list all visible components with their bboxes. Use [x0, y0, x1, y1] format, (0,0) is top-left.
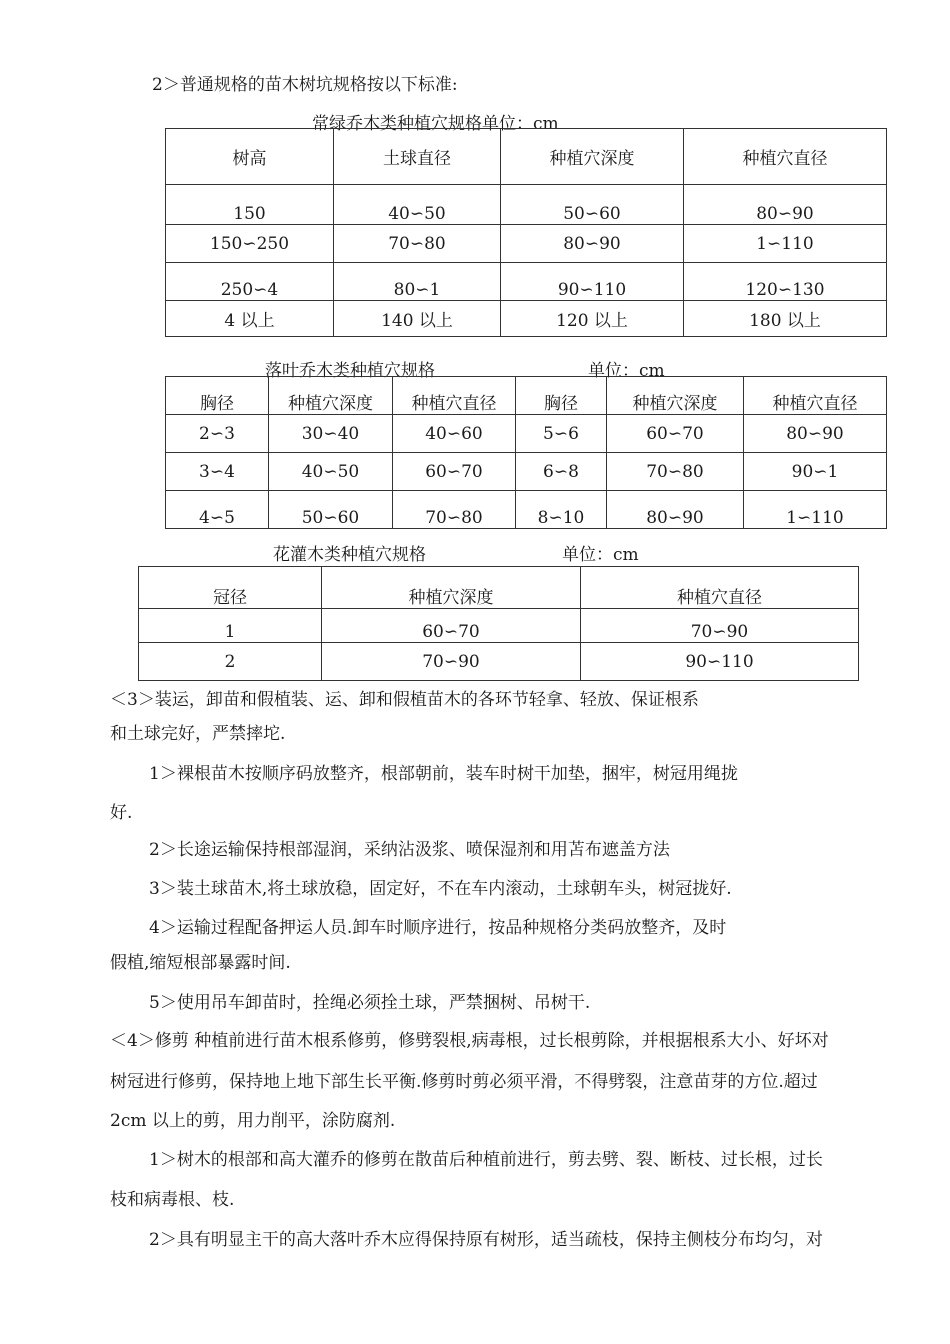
- header-cell: 胸径: [166, 377, 269, 415]
- table-cell: 80∽90: [744, 415, 887, 453]
- header-cell: 种植穴深度: [322, 567, 581, 609]
- paragraph-line: 枝和病毒根、枝.: [110, 1190, 235, 1210]
- table-row: [166, 301, 887, 337]
- table-cell: 180 以上: [684, 301, 887, 337]
- table-row: [166, 225, 887, 263]
- evergreen-table: [165, 128, 887, 337]
- table-cell: 70∽90: [322, 643, 581, 681]
- table-cell: 60∽70: [322, 609, 581, 643]
- table-cell: 40∽60: [393, 415, 516, 453]
- table2-caption: 落叶乔木类种植穴规格: [265, 361, 435, 381]
- table-cell: 250∽4: [166, 263, 334, 301]
- table2-unit: 单位：cm: [588, 361, 665, 381]
- table-header-row: [166, 129, 887, 185]
- table-cell: 80∽90: [607, 491, 744, 529]
- table-cell: 80∽90: [501, 225, 684, 263]
- table-header-row: [139, 567, 859, 609]
- table-cell: 90∽110: [501, 263, 684, 301]
- paragraph-line: 和土球完好，严禁摔坨.: [110, 724, 286, 744]
- table-cell: 4∽5: [166, 491, 269, 529]
- paragraph-line: ＜4＞修剪 种植前进行苗木根系修剪，修劈裂根,病毒根，过长根剪除，并根据根系大小、好坏对: [110, 1031, 829, 1051]
- header-cell: 土球直径: [334, 129, 501, 185]
- header-cell: 种植穴直径: [393, 377, 516, 415]
- table-cell: 40∽50: [334, 185, 501, 225]
- table-cell: 2∽3: [166, 415, 269, 453]
- table-cell: 120∽130: [684, 263, 887, 301]
- table-row: [139, 609, 859, 643]
- header-cell: 种植穴深度: [607, 377, 744, 415]
- table-row: [166, 453, 887, 491]
- table3-caption: 花灌木类种植穴规格: [273, 545, 426, 565]
- paragraph-line: 2＞具有明显主干的高大落叶乔木应得保持原有树形，适当疏枝，保持主侧枝分布均匀，对: [149, 1230, 823, 1250]
- paragraph-line: 1＞树木的根部和高大灌乔的修剪在散苗后种植前进行，剪去劈、裂、断枝、过长根，过长: [149, 1150, 823, 1170]
- table-row: [166, 263, 887, 301]
- paragraph-line: 4＞运输过程配备押运人员.卸车时顺序进行，按品种规格分类码放整齐，及时: [149, 918, 727, 938]
- table1-caption: 常绿乔木类种植穴规格单位：cm: [312, 114, 559, 134]
- paragraph-line: 2＞长途运输保持根部湿润，采纳沾汲浆、喷保湿剂和用苫布遮盖方法: [149, 840, 670, 860]
- header-cell: 冠径: [139, 567, 322, 609]
- table-cell: 150: [166, 185, 334, 225]
- header-cell: 树高: [166, 129, 334, 185]
- table-cell: 80∽90: [684, 185, 887, 225]
- table-cell: 70∽90: [581, 609, 859, 643]
- paragraph-line: ＜3＞装运，卸苗和假植装、运、卸和假植苗木的各环节轻拿、轻放、保证根系: [110, 690, 699, 710]
- table-header-row: [166, 377, 887, 415]
- table-cell: 70∽80: [393, 491, 516, 529]
- table-row: [166, 185, 887, 225]
- header-cell: 种植穴深度: [501, 129, 684, 185]
- table-row: [139, 643, 859, 681]
- table-cell: 90∽1: [744, 453, 887, 491]
- header-cell: 种植穴直径: [684, 129, 887, 185]
- table-cell: 50∽60: [501, 185, 684, 225]
- table-cell: 60∽70: [607, 415, 744, 453]
- table-cell: 30∽40: [269, 415, 393, 453]
- header-cell: 种植穴直径: [744, 377, 887, 415]
- paragraph-line: 2cm 以上的剪，用力削平，涂防腐剂.: [110, 1111, 396, 1131]
- table-cell: 120 以上: [501, 301, 684, 337]
- paragraph-line: 假植,缩短根部暴露时间.: [110, 953, 291, 973]
- header-cell: 种植穴深度: [269, 377, 393, 415]
- table3-unit: 单位：cm: [562, 545, 639, 565]
- table-cell: 3∽4: [166, 453, 269, 491]
- shrub-table: [138, 566, 859, 681]
- table-cell: 6∽8: [516, 453, 607, 491]
- table-cell: 5∽6: [516, 415, 607, 453]
- deciduous-table: [165, 376, 887, 529]
- paragraph-line: 树冠进行修剪，保持地上地下部生长平衡.修剪时剪必须平滑，不得劈裂，注意苗芽的方位.超过: [110, 1072, 818, 1092]
- table-row: [166, 415, 887, 453]
- paragraph-line: 好.: [110, 803, 133, 823]
- table-row: [166, 491, 887, 529]
- table-cell: 60∽70: [393, 453, 516, 491]
- paragraph-line: 5＞使用吊车卸苗时，拴绳必须拴土球，严禁捆树、吊树干.: [149, 993, 591, 1013]
- intro-line: 2＞普通规格的苗木树坑规格按以下标准:: [152, 75, 458, 95]
- table-cell: 50∽60: [269, 491, 393, 529]
- table-cell: 40∽50: [269, 453, 393, 491]
- table-cell: 1: [139, 609, 322, 643]
- table-cell: 2: [139, 643, 322, 681]
- table-cell: 8∽10: [516, 491, 607, 529]
- table-cell: 80∽1: [334, 263, 501, 301]
- table-cell: 70∽80: [607, 453, 744, 491]
- header-cell: 胸径: [516, 377, 607, 415]
- table-cell: 1∽110: [744, 491, 887, 529]
- header-cell: 种植穴直径: [581, 567, 859, 609]
- table-cell: 4 以上: [166, 301, 334, 337]
- table-cell: 90∽110: [581, 643, 859, 681]
- table-cell: 70∽80: [334, 225, 501, 263]
- paragraph-line: 3＞装土球苗木,将土球放稳，固定好，不在车内滚动，土球朝车头，树冠拢好.: [149, 879, 732, 899]
- table-cell: 1∽110: [684, 225, 887, 263]
- table-cell: 150∽250: [166, 225, 334, 263]
- table-cell: 140 以上: [334, 301, 501, 337]
- paragraph-line: 1＞裸根苗木按顺序码放整齐，根部朝前，装车时树干加垫，捆牢，树冠用绳拢: [149, 764, 738, 784]
